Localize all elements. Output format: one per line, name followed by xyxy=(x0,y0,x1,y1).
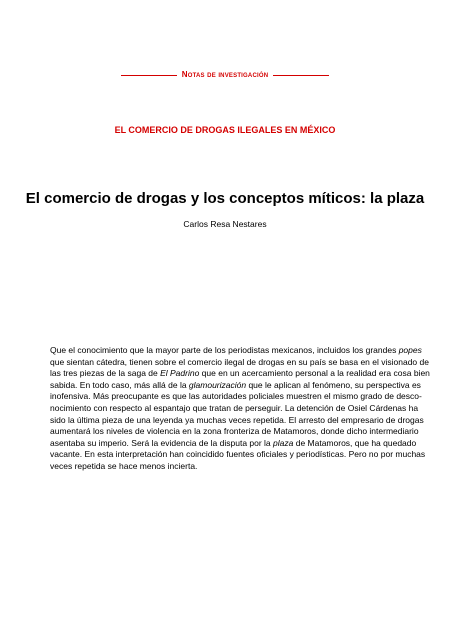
text-run: las tres piezas de la saga de xyxy=(50,368,161,379)
paragraph-line xyxy=(50,426,419,438)
text-run: asentaba su imperio. Será la evidencia de la disputa por la xyxy=(50,437,274,448)
italic-term: popes xyxy=(398,345,422,355)
header-rule-left xyxy=(121,75,177,76)
author-name: Carlos Resa Nestares xyxy=(183,219,267,229)
series-title: Notas de investigación xyxy=(181,70,269,79)
body-paragraph xyxy=(50,345,430,473)
italic-term: plaza xyxy=(273,437,294,448)
text-run: aumentará los niveles de violencia en la zona fronteriza de Matamoros, donde dicho intermediario xyxy=(50,426,419,437)
series-header xyxy=(0,70,450,79)
text-run: que sientan cátedra, tienen sobre el comercio ilegal de drogas en su país se basa en el visionado de xyxy=(50,356,429,367)
text-run: nocimiento con respecto al espantajo que tratan de perseguir. La detención de Osiel Cárdenas ha xyxy=(50,402,419,413)
paragraph-line xyxy=(50,402,419,415)
header-rule-right xyxy=(273,75,329,76)
paragraph-line xyxy=(50,449,426,461)
paragraph-line xyxy=(50,461,390,473)
paragraph-line xyxy=(50,414,424,427)
italic-term: glamourización xyxy=(188,379,247,390)
text-run: que en un acercamiento personal a la realidad era cosa bien xyxy=(199,368,430,379)
paragraph-line xyxy=(50,356,429,369)
paragraph-line xyxy=(50,391,422,403)
text-run: vacante. En esta interpretación han coincidido fuentes oficiales y periodísticas. Pero no por muchas xyxy=(50,449,426,460)
paragraph-line xyxy=(50,345,422,357)
article-title: El comercio de drogas y los conceptos míticos: la plaza xyxy=(25,190,425,207)
paragraph-line xyxy=(50,437,417,450)
text-run: sido la última pieza de una leyenda ya muchas veces repetida. El arresto del empresario de drogas xyxy=(50,414,424,425)
text-run: de Matamoros, que ha quedado xyxy=(293,437,417,448)
text-run: veces repetida se hace menos incierta. xyxy=(50,460,198,471)
paragraph-line xyxy=(50,368,430,380)
italic-term: El Padrino xyxy=(160,368,200,379)
section-title: EL COMERCIO DE DROGAS ILEGALES EN MÉXICO xyxy=(114,125,336,135)
text-run: sabida. En todo caso, más allá de la xyxy=(50,379,189,390)
text-run: inofensiva. Más preocupante es que las autoridades policiales muestren el mismo grado de desco- xyxy=(50,391,422,402)
text-run: Que el conocimiento que la mayor parte de los periodistas mexicanos, incluidos los grandes xyxy=(50,345,399,355)
paragraph-line xyxy=(50,379,421,392)
text-run: que le aplican al fenómeno, su perspectiva es xyxy=(246,379,421,390)
